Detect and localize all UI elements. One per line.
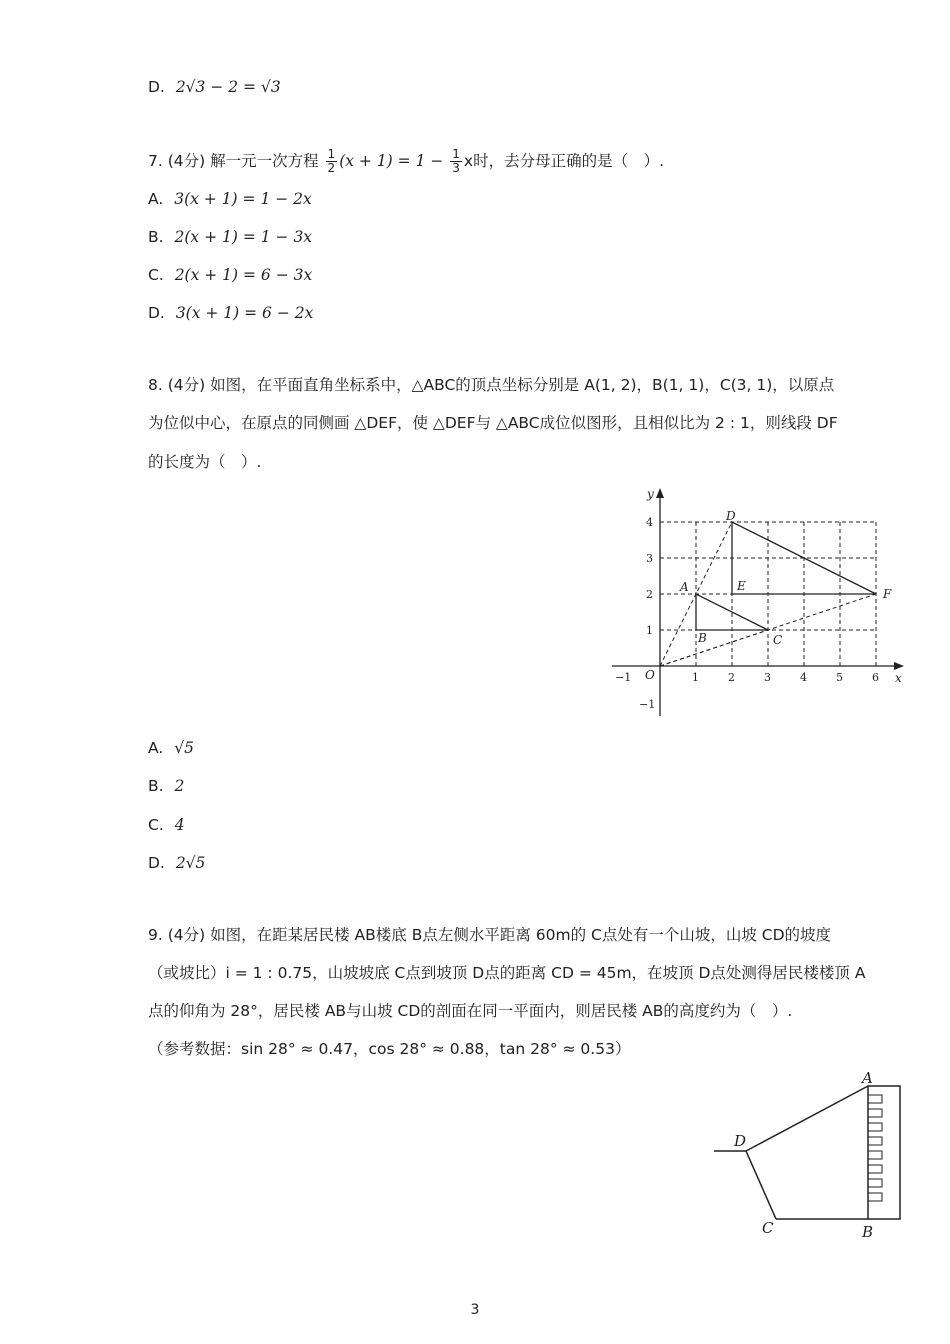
option-expr: √5 <box>174 739 194 757</box>
q9-reference-data: （参考数据：sin 28° ≈ 0.47，cos 28° ≈ 0.88，tan 28° ≈ 0.53） <box>148 1040 631 1058</box>
q8-option-c <box>148 814 185 836</box>
option-expr: 2√5 <box>175 854 206 872</box>
y-tick-label: 3 <box>646 552 653 565</box>
q8-option-b <box>148 775 184 797</box>
option-label: A. <box>148 739 164 757</box>
fraction-one-third <box>450 148 462 175</box>
option-label: D. <box>148 304 165 322</box>
x-tick-label: 6 <box>872 671 879 684</box>
q7-option-b <box>148 226 312 248</box>
slope-outline <box>714 1086 868 1219</box>
q8-option-d <box>148 852 205 874</box>
y-tick-label: 1 <box>646 624 653 637</box>
point-label-d: D <box>726 509 736 523</box>
point-label-e: E <box>737 579 746 593</box>
q7-mid: (x + 1) = 1 − <box>339 152 444 170</box>
x-tick-label: 5 <box>836 671 843 684</box>
q7-stem <box>148 148 664 175</box>
origin-label: O <box>645 668 655 682</box>
option-label: A. <box>148 190 164 208</box>
x-tick-label: 1 <box>692 671 699 684</box>
option-label: B. <box>148 228 164 246</box>
q8-stem-line1: 8. (4分) 如图，在平面直角坐标系中，△ABC的顶点坐标分别是 A(1, 2)，B(1, 1)，C(3, 1)，以原点 <box>148 376 835 394</box>
fraction-one-half <box>326 148 338 175</box>
y-axis-arrow <box>656 488 664 498</box>
option-expr: 2(x + 1) = 6 − 3x <box>174 266 313 284</box>
q9-stem-line2: （或坡比）i = 1 : 0.75，山坡坡底 C点到坡顶 D点的距离 CD = 45m，在坡顶 D点处测得居民楼楼顶 A <box>148 964 866 982</box>
fraction-numerator: 1 <box>327 147 336 161</box>
axes <box>612 496 898 716</box>
q9-slope-building-figure <box>705 1065 920 1245</box>
q9-stem-line1: 9. (4分) 如图，在距某居民楼 AB楼底 B点左侧水平距离 60m的 C点处有一个山坡，山坡 CD的坡度 <box>148 926 832 944</box>
y-tick-label: −1 <box>639 698 656 711</box>
option-label: C. <box>148 266 164 284</box>
point-label-b: B <box>698 631 707 645</box>
y-tick-label: 2 <box>646 588 653 601</box>
q8-stem-line2: 为位似中心，在原点的同侧画 △DEF，使 △DEF与 △ABC成位似图形，且相似比为 2 : 1，则线段 DF <box>148 414 838 432</box>
building-ab <box>868 1086 900 1219</box>
q8-coordinate-figure <box>600 480 910 725</box>
q7-option-d <box>148 302 313 324</box>
q7-tail: x时，去分母正确的是（ ）. <box>463 152 665 170</box>
q8-option-a <box>148 737 194 759</box>
point-label-b: B <box>862 1223 874 1241</box>
point-label-c: C <box>773 633 783 647</box>
q7-option-a <box>148 188 312 210</box>
y-axis-label: y <box>647 487 654 501</box>
building-windows <box>868 1095 882 1201</box>
fraction-denominator: 3 <box>452 161 460 175</box>
option-expr: 2 <box>174 777 185 795</box>
x-tick-label: 2 <box>728 671 735 684</box>
option-expr: 3(x + 1) = 6 − 2x <box>175 304 314 322</box>
q7-head: 7. (4分) 解一元一次方程 <box>148 152 319 170</box>
y-tick-label: 4 <box>646 516 653 529</box>
triangles <box>696 522 876 630</box>
q7-option-c <box>148 264 312 286</box>
x-tick-label: 4 <box>800 671 807 684</box>
q8-stem-line3: 的长度为（ ）. <box>148 453 262 471</box>
q6-option-d <box>148 76 281 98</box>
point-label-d: D <box>734 1132 747 1150</box>
option-expr: 2(x + 1) = 1 − 3x <box>174 228 313 246</box>
option-expr: 4 <box>174 816 185 834</box>
q9-stem-line3: 点的仰角为 28°，居民楼 AB与山坡 CD的剖面在同一平面内，则居民楼 AB的高度约为（ ）. <box>148 1002 793 1020</box>
point-label-f: F <box>883 587 892 601</box>
fraction-denominator: 2 <box>327 161 336 175</box>
x-tick-label: 3 <box>764 671 771 684</box>
point-label-a: A <box>680 580 689 594</box>
option-expr: 2√3 − 2 = √3 <box>175 78 281 96</box>
x-axis-arrow <box>894 662 904 670</box>
point-label-a: A <box>862 1069 873 1087</box>
option-label: C. <box>148 816 164 834</box>
page-number: 3 <box>470 1302 480 1318</box>
fraction-numerator: 1 <box>452 147 460 161</box>
x-tick-label: −1 <box>615 671 632 684</box>
point-label-c: C <box>762 1219 774 1237</box>
option-label: D. <box>148 854 165 872</box>
option-label: D. <box>148 78 165 96</box>
option-expr: 3(x + 1) = 1 − 2x <box>174 190 312 208</box>
option-label: B. <box>148 777 164 795</box>
x-axis-label: x <box>895 671 902 685</box>
